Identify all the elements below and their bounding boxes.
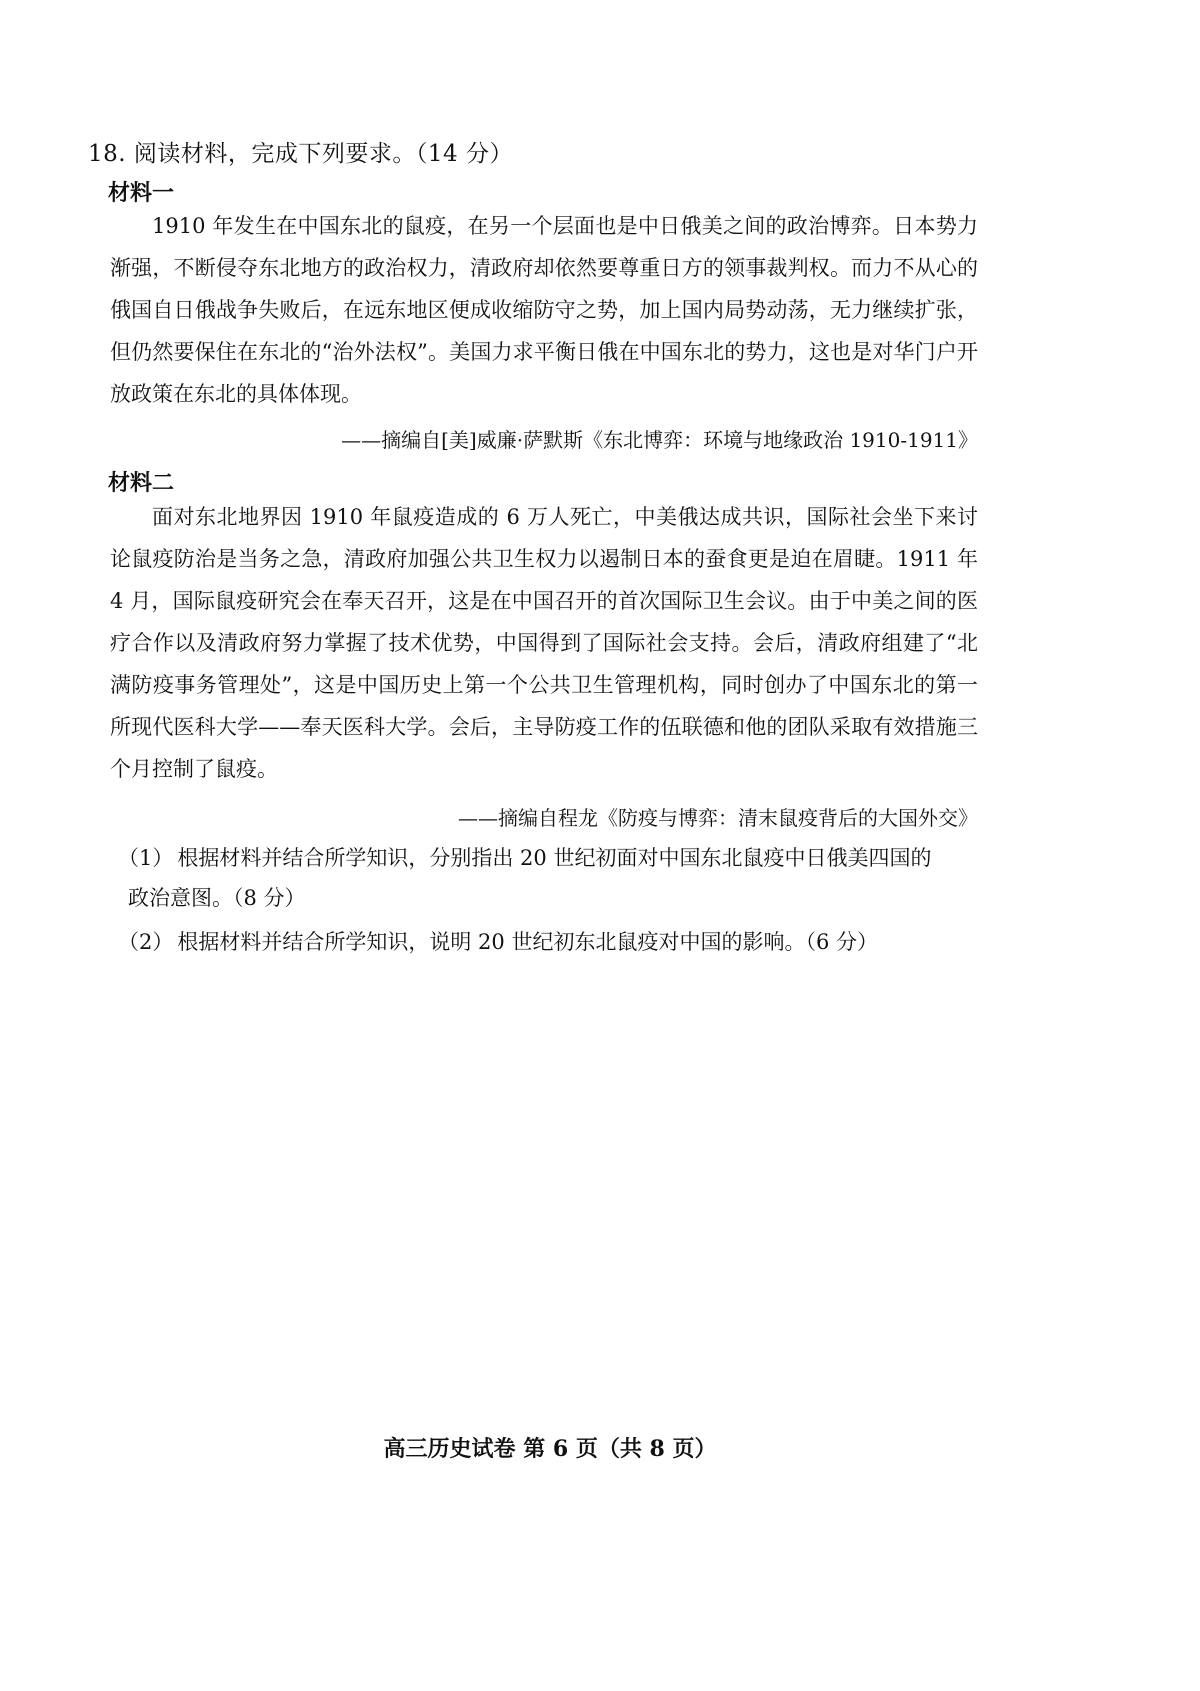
sub-question-2-label: （2）: [118, 930, 174, 954]
material-1-source: ——摘编自[美]威廉·萨默斯《东北博弈：环境与地缘政治 1910-1911》: [341, 428, 978, 452]
page-footer: 高三历史试卷 第 6 页（共 8 页）: [383, 1436, 717, 1462]
material-2-text: 面对东北地界因 1910 年鼠疫造成的 6 万人死亡，中美俄达成共识，国际社会坐下来讨论鼠疫防治是当务之急，清政府加强公共卫生权力以遏制日本的蚕食更是迫在眉睫。1911 年 4 月，国际鼠疫研究会在奉天召开，这是在中国召开的首次国际卫生会议。由于中美之间的医疗合作以及清政府努力掌握了技术优势，中国得到了国际社会支持。会后，清政府组建了“北满防疫事务管理处”，这是中国历史上第一个公共卫生管理机构，同时创办了中国东北的第一所现代医科大学——奉天医科大学。会后，主导防疫工作的伍联德和他的团队采取有效措施三个月控制了鼠疫。: [110, 505, 978, 781]
material-1-heading: 材料一: [108, 180, 175, 206]
material-2-heading: 材料二: [108, 470, 175, 496]
question-title: 18. 阅读材料，完成下列要求。（14 分）: [88, 141, 513, 167]
material-1-text: 1910 年发生在中国东北的鼠疫，在另一个层面也是中日俄美之间的政治博弈。日本势力渐强，不断侵夺东北地方的政治权力，清政府却依然要尊重日方的领事裁判权。而力不从心的俄国自日俄战争失败后，在远东地区便成收缩防守之势，加上国内局势动荡，无力继续扩张，但仍然要保住在东北的“治外法权”。美国力求平衡日俄在中国东北的势力，这也是对华门户开放政策在东北的具体体现。: [110, 214, 978, 406]
sub-question-2: [118, 922, 978, 962]
sub-question-2-line1: 根据材料并结合所学知识，说明 20 世纪初东北鼠疫对中国的影响。（6 分）: [177, 930, 878, 954]
sub-question-1-line2: 政治意图。（8 分）: [128, 886, 306, 910]
sub-question-1: [118, 838, 978, 918]
sub-question-1-line1: 根据材料并结合所学知识，分别指出 20 世纪初面对中国东北鼠疫中日俄美四国的: [177, 846, 932, 870]
material-2-source: ——摘编自程龙《防疫与博弈：清末鼠疫背后的大国外交》: [458, 806, 978, 830]
sub-question-1-label: （1）: [118, 846, 174, 870]
